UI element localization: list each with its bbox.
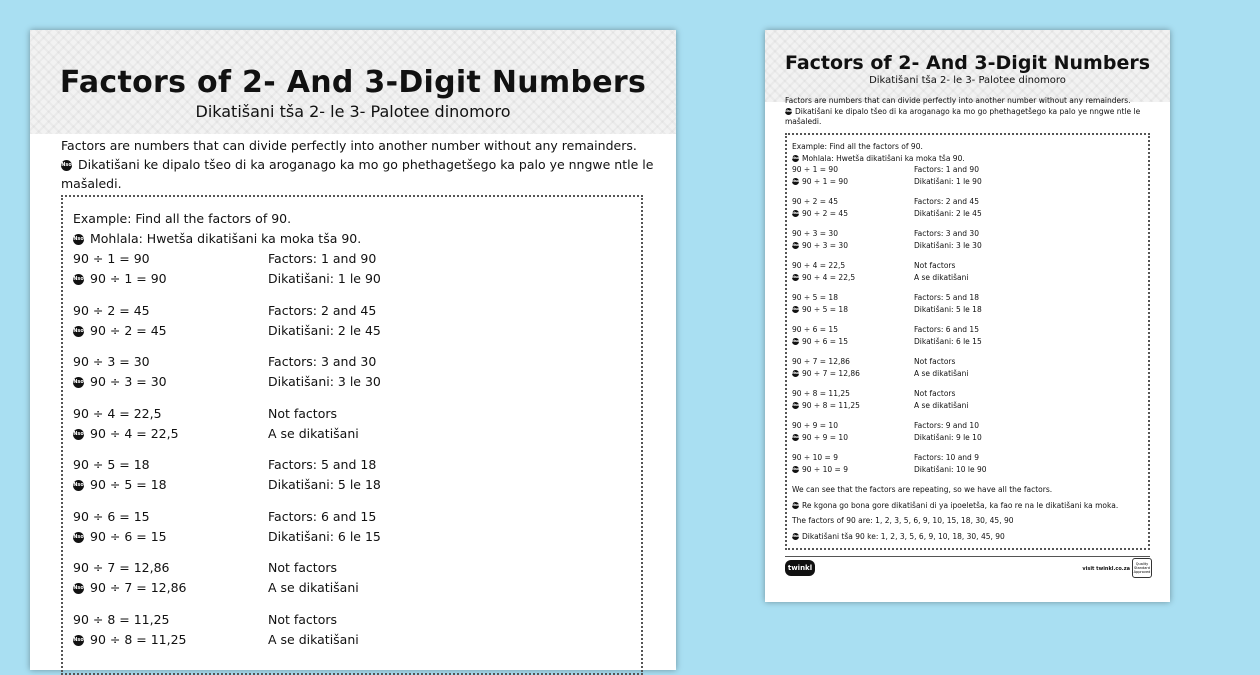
division-equation-nso <box>792 432 914 444</box>
division-equation: 90 ÷ 6 = 15 <box>73 508 150 524</box>
division-result-nso: Dikatišani: 3 le 30 <box>914 240 982 250</box>
language-flag-icon: Nso <box>792 339 800 343</box>
language-flag-icon: Nso <box>73 429 84 440</box>
division-equation: 90 ÷ 3 = 30 <box>792 229 838 238</box>
division-rows <box>792 164 1148 475</box>
language-flag-icon: Nso <box>792 435 800 439</box>
example-nso: Mohlala: Hwetša dikatišani ka moka tša 90. <box>802 153 965 163</box>
division-equation: 90 ÷ 7 = 12,86 <box>73 560 170 575</box>
division-row-group <box>792 164 1148 187</box>
division-result-en: Factors: 2 and 45 <box>268 302 377 318</box>
division-rows <box>73 249 641 650</box>
division-row-group <box>73 301 641 341</box>
language-flag-icon: Nso <box>792 243 800 247</box>
division-equation-nso <box>73 321 268 341</box>
language-flag-icon: Nso <box>792 403 800 407</box>
division-equation-nso <box>792 400 914 412</box>
division-result-nso: A se dikatišani <box>914 400 969 410</box>
division-equation: 90 ÷ 1 = 90 <box>73 251 150 266</box>
division-row-en <box>73 558 641 578</box>
language-flag-icon: Nso <box>792 307 800 311</box>
division-row-nso <box>792 368 1148 380</box>
division-row-en <box>73 249 641 269</box>
example-box <box>785 133 1150 550</box>
division-equation: 90 ÷ 2 = 45 <box>90 322 167 338</box>
division-row-nso <box>792 304 1148 316</box>
language-flag-icon: Nso <box>73 480 84 491</box>
division-equation: 90 ÷ 1 = 90 <box>792 165 838 174</box>
division-equation: 90 ÷ 6 = 15 <box>792 325 838 334</box>
division-equation: 90 ÷ 1 = 90 <box>802 176 848 186</box>
intro-text <box>61 136 661 193</box>
division-row-nso <box>73 630 641 650</box>
language-flag-icon: Nso <box>792 534 800 538</box>
intro-en: Factors are numbers that can divide perfectly into another number without any remainders. <box>785 96 1131 105</box>
division-row-nso <box>792 464 1148 476</box>
division-row-group <box>792 388 1148 411</box>
division-equation-nso <box>792 336 914 348</box>
division-result-en: Factors: 9 and 10 <box>914 421 979 430</box>
conclusion-en: We can see that the factors are repeating, so we have all the factors. <box>792 485 1053 494</box>
example-nso-line <box>73 229 641 249</box>
example-nso-line <box>792 153 1148 165</box>
language-flag-icon: Nso <box>792 467 800 471</box>
division-equation-nso <box>73 527 268 547</box>
division-equation: 90 ÷ 10 = 9 <box>792 453 838 462</box>
worksheet-title: Factors of 2- And 3-Digit Numbers <box>59 65 647 100</box>
division-result-en: Factors: 1 and 90 <box>268 251 377 266</box>
division-row-en <box>73 610 641 630</box>
division-equation-nso <box>73 630 268 650</box>
division-row-en <box>73 455 641 475</box>
language-flag-icon: Nso <box>792 371 800 375</box>
division-row-group <box>73 249 641 289</box>
language-flag-icon: Nso <box>73 234 84 245</box>
division-row-en <box>792 388 1148 400</box>
division-row-en <box>73 507 641 527</box>
intro-nso-line <box>785 107 1155 128</box>
division-row-group <box>792 420 1148 443</box>
division-equation: 90 ÷ 5 = 18 <box>792 293 838 302</box>
intro-nso: Dikatišani ke dipalo tšeo di ka aroganago ka mo go phethagetšego ka palo ye nngwe ntle le mašaledi. <box>61 157 654 191</box>
language-flag-icon: Nso <box>792 156 800 160</box>
division-row-group <box>73 610 641 650</box>
language-flag-icon: Nso <box>73 274 84 285</box>
division-result-nso: A se dikatišani <box>268 425 359 441</box>
division-row-nso <box>792 176 1148 188</box>
division-equation: 90 ÷ 6 = 15 <box>802 336 848 346</box>
language-flag-icon: Nso <box>792 211 800 215</box>
division-result-nso: A se dikatišani <box>914 368 969 378</box>
division-result-en: Factors: 1 and 90 <box>914 165 979 174</box>
division-row-group <box>73 352 641 392</box>
division-row-nso <box>792 400 1148 412</box>
conclusion-nso: Re kgona go bona gore dikatišani di ya ipoeletša, ka fao re na le dikatišani ka moka. <box>802 500 1119 510</box>
division-row-en <box>792 228 1148 240</box>
example-en: Example: Find all the factors of 90. <box>792 142 923 151</box>
division-row-group <box>73 558 641 598</box>
division-equation: 90 ÷ 7 = 12,86 <box>90 580 187 595</box>
division-equation: 90 ÷ 3 = 30 <box>802 240 848 250</box>
footer-divider <box>785 556 1150 557</box>
division-equation: 90 ÷ 9 = 10 <box>792 421 838 430</box>
worksheet-zoomed <box>30 30 676 670</box>
division-equation: 90 ÷ 4 = 22,5 <box>792 261 846 270</box>
division-equation: 90 ÷ 2 = 45 <box>73 302 150 318</box>
division-row-nso <box>792 208 1148 220</box>
division-equation: 90 ÷ 4 = 22,5 <box>73 405 162 421</box>
division-row-nso <box>73 372 641 392</box>
example-en: Example: Find all the factors of 90. <box>73 211 292 226</box>
division-result-nso: Dikatišani: 5 le 18 <box>268 477 381 492</box>
division-equation: 90 ÷ 7 = 12,86 <box>802 368 860 378</box>
language-flag-icon: Nso <box>785 109 793 113</box>
division-equation-nso <box>792 176 914 188</box>
division-equation-nso <box>792 240 914 252</box>
division-result-en: Not factors <box>268 611 338 627</box>
division-equation: 90 ÷ 10 = 9 <box>802 464 848 474</box>
language-flag-icon: Nso <box>792 503 800 507</box>
division-equation: 90 ÷ 8 = 11,25 <box>792 389 850 398</box>
worksheet-preview <box>765 30 1170 602</box>
division-row-en <box>792 292 1148 304</box>
language-flag-icon: Nso <box>73 326 84 337</box>
language-flag-icon: Nso <box>73 635 84 646</box>
quality-badge-icon: Quality Standard Approved <box>1132 558 1152 578</box>
division-row-group <box>792 324 1148 347</box>
division-equation-nso <box>73 578 268 598</box>
worksheet-subtitle: Dikatišani tša 2- le 3- Palotee dinomoro <box>869 75 1066 86</box>
division-equation-nso <box>73 372 268 392</box>
division-result-en: Not factors <box>268 405 338 421</box>
division-row-nso <box>73 578 641 598</box>
division-row-en <box>792 164 1148 176</box>
division-result-en: Factors: 3 and 30 <box>914 229 979 238</box>
division-row-group <box>792 196 1148 219</box>
intro-nso: Dikatišani ke dipalo tšeo di ka aroganago ka mo go phethagetšego ka palo ye nngwe ntle le mašaledi. <box>785 106 1141 126</box>
division-row-nso <box>73 527 641 547</box>
division-row-nso <box>73 321 641 341</box>
language-flag-icon: Nso <box>792 179 800 183</box>
footer-url: visit twinkl.co.za <box>1082 566 1130 572</box>
language-flag-icon: Nso <box>61 160 72 171</box>
division-result-en: Not factors <box>268 560 338 575</box>
language-flag-icon: Nso <box>73 532 84 543</box>
division-equation: 90 ÷ 4 = 22,5 <box>90 425 179 441</box>
division-result-en: Not factors <box>914 389 956 398</box>
division-result-nso: Dikatišani: 1 le 90 <box>268 271 381 286</box>
division-row-group <box>73 507 641 547</box>
division-equation: 90 ÷ 5 = 18 <box>90 477 167 492</box>
division-equation: 90 ÷ 3 = 30 <box>90 374 167 389</box>
division-row-nso <box>73 269 641 289</box>
division-row-en <box>73 404 641 424</box>
division-equation-nso <box>73 424 268 444</box>
division-row-group <box>792 356 1148 379</box>
division-row-en <box>792 420 1148 432</box>
division-result-en: Not factors <box>914 261 956 270</box>
division-equation: 90 ÷ 8 = 11,25 <box>90 631 187 647</box>
division-row-group <box>73 455 641 495</box>
division-result-nso: Dikatišani: 3 le 30 <box>268 374 381 389</box>
division-result-nso: Dikatišani: 10 le 90 <box>914 464 987 474</box>
division-row-group <box>792 292 1148 315</box>
example-nso: Mohlala: Hwetša dikatišani ka moka tša 90. <box>90 231 362 246</box>
worksheet-subtitle: Dikatišani tša 2- le 3- Palotee dinomoro <box>195 102 511 121</box>
division-row-nso <box>792 432 1148 444</box>
division-result-en: Factors: 6 and 15 <box>914 325 979 334</box>
division-row-nso <box>792 272 1148 284</box>
division-row-nso <box>792 336 1148 348</box>
division-equation: 90 ÷ 5 = 18 <box>802 304 848 314</box>
factors-list-nso-line <box>792 531 1148 543</box>
worksheet-title: Factors of 2- And 3-Digit Numbers <box>784 52 1151 74</box>
division-row-nso <box>792 240 1148 252</box>
factors-list-en: The factors of 90 are: 1, 2, 3, 5, 6, 9, 10, 15, 18, 30, 45, 90 <box>792 516 1014 525</box>
division-equation-nso <box>792 368 914 380</box>
division-equation: 90 ÷ 5 = 18 <box>73 457 150 472</box>
division-equation: 90 ÷ 8 = 11,25 <box>802 400 860 410</box>
division-equation: 90 ÷ 7 = 12,86 <box>792 357 850 366</box>
division-result-en: Factors: 5 and 18 <box>914 293 979 302</box>
example-box <box>61 195 643 675</box>
division-equation-nso <box>792 304 914 316</box>
division-result-nso: Dikatišani: 2 le 45 <box>914 208 982 218</box>
division-result-nso: A se dikatišani <box>268 631 359 647</box>
intro-nso-line <box>61 155 661 193</box>
division-equation: 90 ÷ 4 = 22,5 <box>802 272 856 282</box>
division-result-nso: Dikatišani: 9 le 10 <box>914 432 982 442</box>
intro-text <box>785 96 1155 128</box>
division-equation: 90 ÷ 6 = 15 <box>90 528 167 544</box>
division-equation: 90 ÷ 2 = 45 <box>802 208 848 218</box>
division-row-en <box>792 196 1148 208</box>
division-equation-nso <box>792 208 914 220</box>
division-result-nso: A se dikatišani <box>268 580 359 595</box>
language-flag-icon: Nso <box>73 377 84 388</box>
division-result-nso: A se dikatišani <box>914 272 969 282</box>
division-row-en <box>792 260 1148 272</box>
division-equation-nso <box>792 464 914 476</box>
twinkl-logo: twinkl <box>785 560 815 576</box>
division-equation: 90 ÷ 2 = 45 <box>792 197 838 206</box>
division-result-nso: Dikatišani: 6 le 15 <box>914 336 982 346</box>
division-row-group <box>73 404 641 444</box>
division-row-nso <box>73 424 641 444</box>
division-row-en <box>73 301 641 321</box>
division-equation-nso <box>73 475 268 495</box>
division-result-nso: Dikatišani: 5 le 18 <box>914 304 982 314</box>
division-result-nso: Dikatišani: 6 le 15 <box>268 528 381 544</box>
division-row-nso <box>73 475 641 495</box>
division-row-en <box>73 352 641 372</box>
division-equation: 90 ÷ 1 = 90 <box>90 271 167 286</box>
division-result-en: Factors: 10 and 9 <box>914 453 979 462</box>
division-result-en: Not factors <box>914 357 956 366</box>
division-row-group <box>792 260 1148 283</box>
division-equation-nso <box>73 269 268 289</box>
language-flag-icon: Nso <box>73 583 84 594</box>
division-row-en <box>792 324 1148 336</box>
division-result-en: Factors: 3 and 30 <box>268 354 377 369</box>
intro-en: Factors are numbers that can divide perfectly into another number without any remainders. <box>61 138 637 153</box>
division-result-en: Factors: 2 and 45 <box>914 197 979 206</box>
division-equation: 90 ÷ 8 = 11,25 <box>73 611 170 627</box>
division-result-en: Factors: 5 and 18 <box>268 457 377 472</box>
division-row-group <box>792 452 1148 475</box>
division-row-en <box>792 452 1148 464</box>
division-equation-nso <box>792 272 914 284</box>
division-equation: 90 ÷ 3 = 30 <box>73 354 150 369</box>
division-row-en <box>792 356 1148 368</box>
factors-list-nso: Dikatišani tša 90 ke: 1, 2, 3, 5, 6, 9, 10, 18, 30, 45, 90 <box>802 531 1005 541</box>
division-equation: 90 ÷ 9 = 10 <box>802 432 848 442</box>
division-result-en: Factors: 6 and 15 <box>268 508 377 524</box>
division-result-nso: Dikatišani: 1 le 90 <box>914 176 982 186</box>
conclusion-nso-line <box>792 500 1148 512</box>
language-flag-icon: Nso <box>792 275 800 279</box>
division-row-group <box>792 228 1148 251</box>
division-result-nso: Dikatišani: 2 le 45 <box>268 322 381 338</box>
